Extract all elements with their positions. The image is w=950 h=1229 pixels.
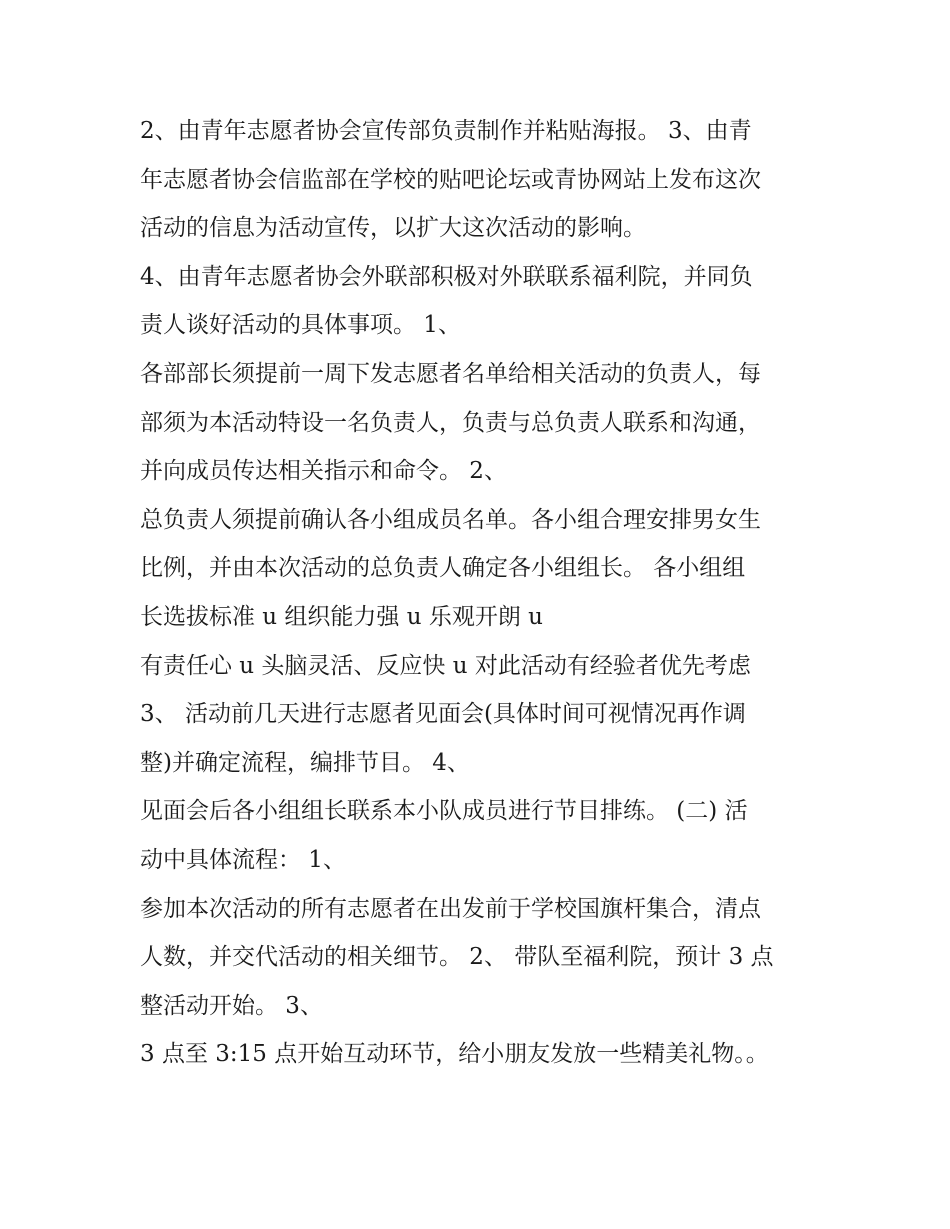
text-line: 并向成员传达相关指示和命令。 2、 [140,458,507,485]
text-line: 活动的信息为活动宣传，以扩大这次活动的影响。 [140,215,646,242]
text-line: 整活动开始。 3、 [140,992,323,1019]
text-line: 参加本次活动的所有志愿者在出发前于学校国旗杆集合，清点 [140,895,761,922]
text-line: 人数，并交代活动的相关细节。 2、 带队至福利院，预计 3 点 [140,944,774,971]
text-line: 整)并确定流程，编排节目。 4、 [140,749,470,776]
text-line: 3、 活动前几天进行志愿者见面会(具体时间可视情况再作调 [140,701,746,728]
text-line: 各部部长须提前一周下发志愿者名单给相关活动的负责人，每 [140,360,761,387]
text-line: 比例，并由本次活动的总负责人确定各小组组长。 各小组组 [140,555,746,582]
text-line: 总负责人须提前确认各小组成员名单。各小组合理安排男女生 [140,506,761,533]
text-line: 长选拔标准 u 组织能力强 u 乐观开朗 u [140,603,543,630]
text-line: 见面会后各小组组长联系本小队成员进行节目排练。 (二) 活 [140,798,748,825]
text-line: 年志愿者协会信监部在学校的贴吧论坛或青协网站上发布这次 [140,166,761,193]
text-line: 4、由青年志愿者协会外联部积极对外联联系福利院，并同负 [140,263,753,290]
document-body [140,107,830,1079]
text-line: 部须为本活动特设一名负责人，负责与总负责人联系和沟通， [140,409,761,436]
text-line: 动中具体流程： 1、 [140,846,346,873]
text-line: 2、由青年志愿者协会宣传部负责制作并粘贴海报。 3、由青 [140,118,752,144]
text-line: 有责任心 u 头脑灵活、反应快 u 对此活动有经验者优先考虑 [140,652,751,679]
text-line: 3 点至 3:15 点开始互动环节，给小朋友发放一些精美礼物。。 [140,1041,769,1068]
text-line: 责人谈好活动的具体事项。 1、 [140,312,461,339]
